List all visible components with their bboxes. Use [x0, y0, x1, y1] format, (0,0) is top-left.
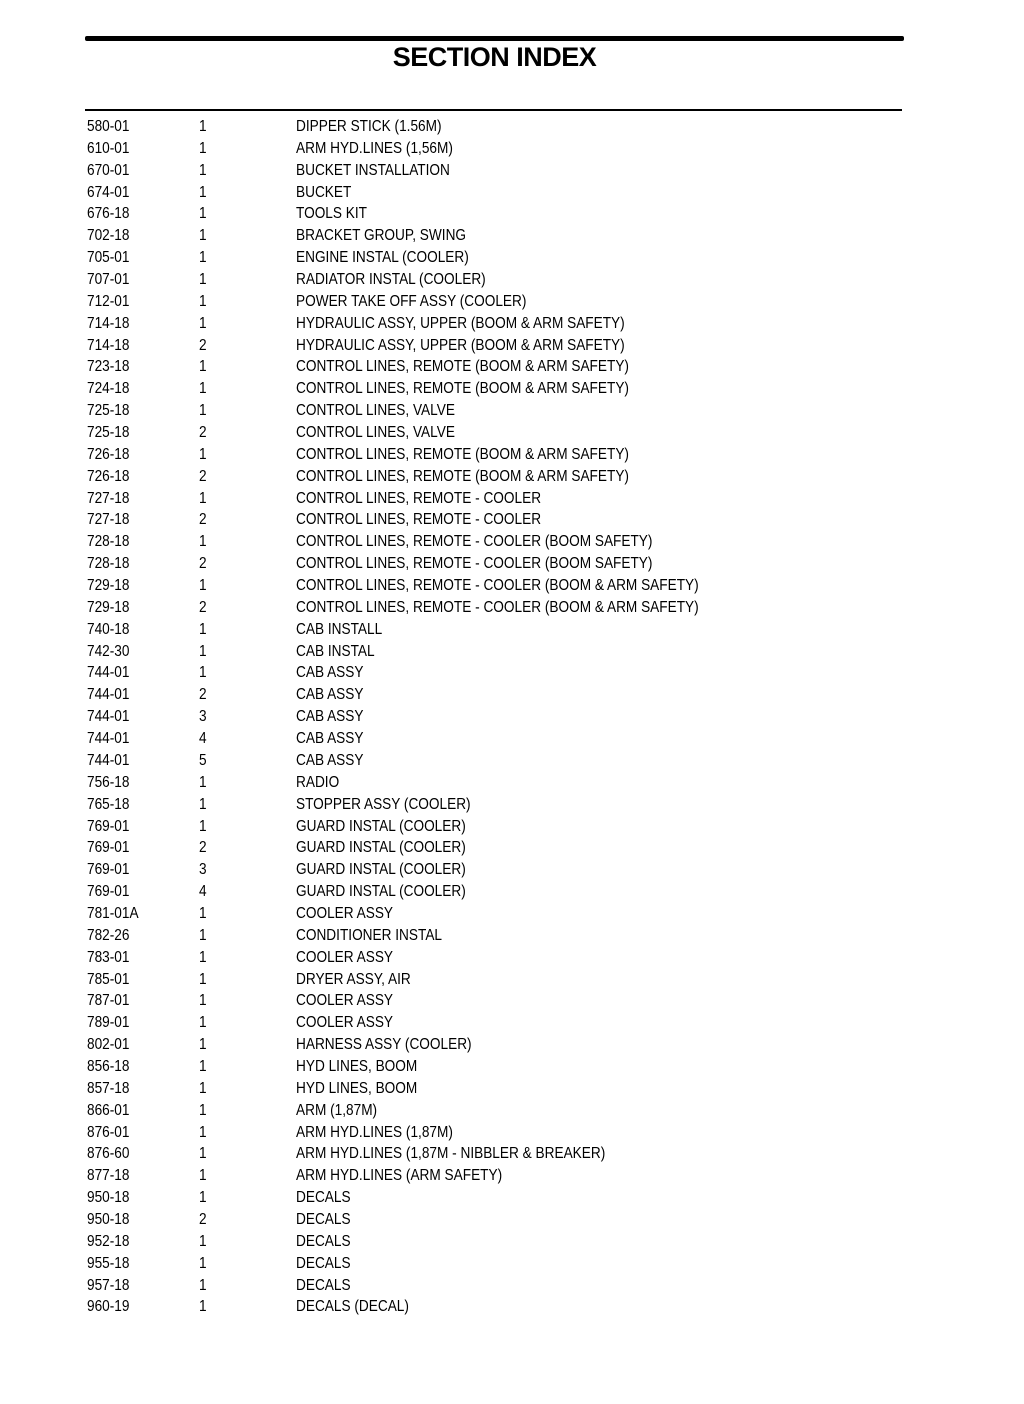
section-description: CAB ASSY	[296, 686, 364, 704]
page-number: 1	[199, 992, 207, 1010]
section-description: BRACKET GROUP, SWING	[296, 227, 467, 245]
page-number: 1	[199, 1298, 207, 1316]
section-description: ARM HYD.LINES (1,87M - NIBBLER & BREAKER)	[296, 1145, 606, 1163]
index-row	[87, 466, 902, 488]
page-number: 2	[199, 511, 207, 529]
section-number: 856-18	[87, 1057, 130, 1075]
section-description: DECALS	[296, 1210, 351, 1228]
index-row	[87, 313, 902, 335]
section-description: CAB ASSY	[296, 664, 364, 682]
section-description: GUARD INSTAL (COOLER)	[296, 839, 466, 857]
section-number: 610-01	[87, 139, 130, 157]
section-number: 769-01	[87, 839, 130, 857]
section-number: 765-18	[87, 795, 130, 813]
section-number: 712-01	[87, 292, 130, 310]
section-number: 714-18	[87, 314, 130, 332]
section-description: CAB INSTALL	[296, 620, 383, 638]
page-number: 5	[199, 751, 207, 769]
page-number: 2	[199, 424, 207, 442]
index-row	[87, 335, 902, 357]
section-description: BUCKET	[296, 183, 352, 201]
section-number: 950-18	[87, 1189, 130, 1207]
section-description: HYDRAULIC ASSY, UPPER (BOOM & ARM SAFETY)	[296, 336, 625, 354]
section-number: 781-01A	[87, 904, 139, 922]
section-number: 876-60	[87, 1145, 130, 1163]
index-row	[87, 1165, 902, 1187]
page-title: SECTION INDEX	[392, 42, 597, 72]
section-description: RADIO	[296, 773, 340, 791]
section-description: CONTROL LINES, REMOTE (BOOM & ARM SAFETY)	[296, 467, 629, 485]
page-number: 1	[199, 1189, 207, 1207]
index-row	[87, 138, 902, 160]
section-number: 729-18	[87, 598, 130, 616]
section-number: 725-18	[87, 402, 130, 420]
section-description: POWER TAKE OFF ASSY (COOLER)	[296, 292, 527, 310]
index-row	[87, 881, 902, 903]
section-description: HYD LINES, BOOM	[296, 1057, 418, 1075]
index-row	[87, 203, 902, 225]
index-row	[87, 1122, 902, 1144]
section-description: ENGINE INSTAL (COOLER)	[296, 249, 469, 267]
page-number: 1	[199, 795, 207, 813]
page-number: 1	[199, 664, 207, 682]
section-number: 724-18	[87, 380, 130, 398]
page-number: 1	[199, 970, 207, 988]
section-description: CAB INSTAL	[296, 642, 375, 660]
section-description: DRYER ASSY, AIR	[296, 970, 411, 988]
section-description: DECALS	[296, 1232, 351, 1250]
section-description: GUARD INSTAL (COOLER)	[296, 883, 466, 901]
index-row	[87, 925, 902, 947]
section-number: 802-01	[87, 1036, 130, 1054]
page-number: 2	[199, 1210, 207, 1228]
page-number: 1	[199, 161, 207, 179]
section-description: COOLER ASSY	[296, 948, 394, 966]
index-row	[87, 1209, 902, 1231]
section-number: 707-01	[87, 271, 130, 289]
index-row	[87, 1253, 902, 1275]
page-number: 1	[199, 642, 207, 660]
index-row	[87, 378, 902, 400]
page-number: 1	[199, 1079, 207, 1097]
section-number: 670-01	[87, 161, 130, 179]
index-row	[87, 597, 902, 619]
page-number: 1	[199, 489, 207, 507]
index-row	[87, 706, 902, 728]
index-row	[87, 990, 902, 1012]
section-number: 783-01	[87, 948, 130, 966]
index-row	[87, 1034, 902, 1056]
section-number: 876-01	[87, 1123, 130, 1141]
index-row	[87, 619, 902, 641]
section-description: ARM HYD.LINES (1,87M)	[296, 1123, 453, 1141]
page-number: 1	[199, 402, 207, 420]
section-description: CONTROL LINES, REMOTE - COOLER	[296, 489, 542, 507]
page-number: 1	[199, 1145, 207, 1163]
section-number: 769-01	[87, 861, 130, 879]
section-index-list	[87, 116, 902, 1318]
header-divider	[85, 109, 902, 111]
index-row	[87, 1187, 902, 1209]
page-number: 3	[199, 861, 207, 879]
page-number: 1	[199, 183, 207, 201]
index-row	[87, 969, 902, 991]
index-row	[87, 750, 902, 772]
page-number: 1	[199, 205, 207, 223]
page-number: 1	[199, 817, 207, 835]
section-number: 705-01	[87, 249, 130, 267]
page-number: 1	[199, 271, 207, 289]
page-number: 1	[199, 1036, 207, 1054]
section-description: CONTROL LINES, REMOTE - COOLER (BOOM & ARM SAFETY)	[296, 598, 699, 616]
section-number: 952-18	[87, 1232, 130, 1250]
page-number: 1	[199, 1123, 207, 1141]
section-number: 857-18	[87, 1079, 130, 1097]
section-description: DECALS	[296, 1189, 351, 1207]
index-row	[87, 816, 902, 838]
section-number: 866-01	[87, 1101, 130, 1119]
page-number: 1	[199, 227, 207, 245]
section-description: DECALS (DECAL)	[296, 1298, 409, 1316]
page-number: 1	[199, 118, 207, 135]
section-description: COOLER ASSY	[296, 992, 394, 1010]
index-row	[87, 794, 902, 816]
index-row	[87, 1012, 902, 1034]
index-row	[87, 488, 902, 510]
index-row	[87, 553, 902, 575]
section-number: 769-01	[87, 817, 130, 835]
page-number: 1	[199, 1014, 207, 1032]
section-number: 728-18	[87, 533, 130, 551]
index-row	[87, 1231, 902, 1253]
section-number: 744-01	[87, 708, 130, 726]
page-number: 1	[199, 445, 207, 463]
page-number: 1	[199, 577, 207, 595]
section-description: TOOLS KIT	[296, 205, 368, 223]
index-row	[87, 641, 902, 663]
section-number: 580-01	[87, 118, 130, 135]
index-row	[87, 684, 902, 706]
section-description: HARNESS ASSY (COOLER)	[296, 1036, 472, 1054]
section-description: CONTROL LINES, VALVE	[296, 402, 455, 420]
index-row	[87, 531, 902, 553]
page-number: 2	[199, 839, 207, 857]
index-row	[87, 575, 902, 597]
section-number: 744-01	[87, 751, 130, 769]
section-description: CONDITIONER INSTAL	[296, 926, 443, 944]
section-number: 726-18	[87, 445, 130, 463]
section-number: 782-26	[87, 926, 130, 944]
index-row	[87, 422, 902, 444]
section-description: DECALS	[296, 1276, 351, 1294]
page-number: 1	[199, 948, 207, 966]
page-number: 4	[199, 883, 207, 901]
section-description: CONTROL LINES, REMOTE (BOOM & ARM SAFETY)	[296, 380, 629, 398]
section-number: 744-01	[87, 730, 130, 748]
page-number: 2	[199, 598, 207, 616]
index-row	[87, 356, 902, 378]
section-number: 702-18	[87, 227, 130, 245]
page-number: 3	[199, 708, 207, 726]
section-description: HYD LINES, BOOM	[296, 1079, 418, 1097]
section-number: 728-18	[87, 555, 130, 573]
page-number: 1	[199, 1167, 207, 1185]
section-description: COOLER ASSY	[296, 1014, 394, 1032]
section-description: ARM (1,87M)	[296, 1101, 378, 1119]
page-number: 1	[199, 620, 207, 638]
section-number: 742-30	[87, 642, 130, 660]
section-number: 960-19	[87, 1298, 130, 1316]
section-description: ARM HYD.LINES (1,56M)	[296, 139, 453, 157]
section-description: COOLER ASSY	[296, 904, 394, 922]
section-number: 729-18	[87, 577, 130, 595]
index-row	[87, 1056, 902, 1078]
page-number: 1	[199, 1232, 207, 1250]
section-description: CAB ASSY	[296, 708, 364, 726]
page-number: 2	[199, 336, 207, 354]
section-description: GUARD INSTAL (COOLER)	[296, 817, 466, 835]
index-row	[87, 947, 902, 969]
index-row	[87, 1100, 902, 1122]
index-row	[87, 1078, 902, 1100]
section-number: 744-01	[87, 686, 130, 704]
index-row	[87, 160, 902, 182]
page-number: 1	[199, 1254, 207, 1272]
page-number: 1	[199, 314, 207, 332]
page-number: 1	[199, 904, 207, 922]
page-number: 1	[199, 292, 207, 310]
index-row	[87, 859, 902, 881]
section-number: 674-01	[87, 183, 130, 201]
section-number: 877-18	[87, 1167, 130, 1185]
index-row	[87, 182, 902, 204]
index-row	[87, 903, 902, 925]
section-description: CONTROL LINES, REMOTE - COOLER (BOOM SAFETY)	[296, 555, 653, 573]
section-description: ARM HYD.LINES (ARM SAFETY)	[296, 1167, 503, 1185]
section-number: 957-18	[87, 1276, 130, 1294]
page-number: 1	[199, 926, 207, 944]
index-row	[87, 269, 902, 291]
section-description: CAB ASSY	[296, 730, 364, 748]
index-row	[87, 400, 902, 422]
section-number: 769-01	[87, 883, 130, 901]
section-description: STOPPER ASSY (COOLER)	[296, 795, 471, 813]
index-row	[87, 1143, 902, 1165]
section-description: CONTROL LINES, REMOTE - COOLER	[296, 511, 542, 529]
section-number: 756-18	[87, 773, 130, 791]
section-description: CONTROL LINES, REMOTE (BOOM & ARM SAFETY)	[296, 358, 629, 376]
section-number: 787-01	[87, 992, 130, 1010]
section-number: 727-18	[87, 511, 130, 529]
page-number: 2	[199, 686, 207, 704]
index-row	[87, 225, 902, 247]
section-description: BUCKET INSTALLATION	[296, 161, 450, 179]
section-description: DECALS	[296, 1254, 351, 1272]
section-number: 950-18	[87, 1210, 130, 1228]
section-description: CONTROL LINES, REMOTE (BOOM & ARM SAFETY)	[296, 445, 629, 463]
section-description: GUARD INSTAL (COOLER)	[296, 861, 466, 879]
section-description: CONTROL LINES, REMOTE - COOLER (BOOM & ARM SAFETY)	[296, 577, 699, 595]
section-description: HYDRAULIC ASSY, UPPER (BOOM & ARM SAFETY)	[296, 314, 625, 332]
page-number: 1	[199, 1057, 207, 1075]
page-number: 2	[199, 467, 207, 485]
section-number: 955-18	[87, 1254, 130, 1272]
index-row	[87, 444, 902, 466]
index-row	[87, 728, 902, 750]
page-number: 1	[199, 773, 207, 791]
page-number: 1	[199, 533, 207, 551]
index-row	[87, 247, 902, 269]
section-description: CAB ASSY	[296, 751, 364, 769]
page-number: 1	[199, 358, 207, 376]
page-number: 4	[199, 730, 207, 748]
section-description: CONTROL LINES, VALVE	[296, 424, 455, 442]
index-row	[87, 662, 902, 684]
index-row	[87, 291, 902, 313]
section-number: 714-18	[87, 336, 130, 354]
section-number: 676-18	[87, 205, 130, 223]
index-row	[87, 1296, 902, 1318]
page-number: 1	[199, 139, 207, 157]
section-number: 740-18	[87, 620, 130, 638]
index-row	[87, 509, 902, 531]
section-number: 726-18	[87, 467, 130, 485]
page-number: 1	[199, 1276, 207, 1294]
index-row	[87, 772, 902, 794]
page-number: 1	[199, 380, 207, 398]
page-number: 1	[199, 1101, 207, 1119]
section-number: 785-01	[87, 970, 130, 988]
section-description: RADIATOR INSTAL (COOLER)	[296, 271, 486, 289]
index-row	[87, 116, 902, 138]
index-row	[87, 837, 902, 859]
index-row	[87, 1275, 902, 1297]
page-number: 2	[199, 555, 207, 573]
section-number: 727-18	[87, 489, 130, 507]
section-number: 744-01	[87, 664, 130, 682]
section-number: 725-18	[87, 424, 130, 442]
page-number: 1	[199, 249, 207, 267]
section-number: 723-18	[87, 358, 130, 376]
section-number: 789-01	[87, 1014, 130, 1032]
section-description: DIPPER STICK (1.56M)	[296, 118, 442, 135]
section-description: CONTROL LINES, REMOTE - COOLER (BOOM SAFETY)	[296, 533, 653, 551]
